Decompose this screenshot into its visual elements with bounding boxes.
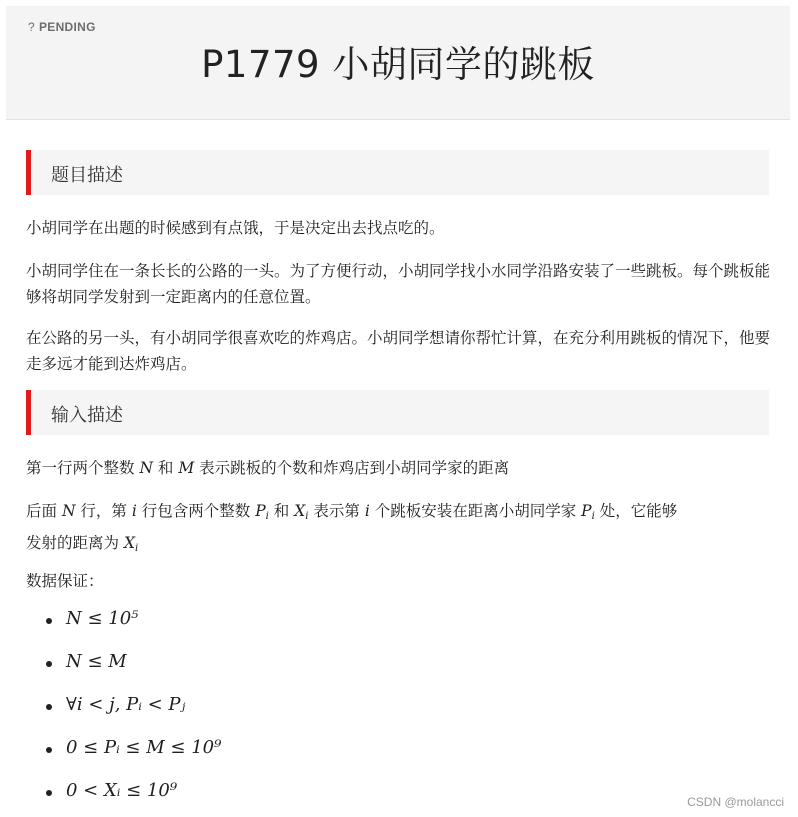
constraint-item: N ≤ M xyxy=(46,651,446,677)
problem-header xyxy=(6,6,790,120)
constraint-item: ∀i < j, Pᵢ < Pⱼ xyxy=(46,694,446,720)
page-title: P1779 小胡同学的跳板 xyxy=(201,43,595,86)
description-paragraph: 小胡同学住在一条长长的公路的一头。为了方便行动，小胡同学找小水同学沿路安装了一些跳板。每个跳板能够将胡同学发射到一定距离内的任意位置。 xyxy=(26,262,771,306)
constraint-item: 0 < Xᵢ ≤ 10⁹ xyxy=(46,780,446,806)
watermark: CSDN @molancci xyxy=(687,795,784,809)
question-icon: ? xyxy=(28,20,35,34)
input-line-1: 第一行两个整数 N 和 M 表示跳板的个数和炸鸡店到小胡同学家的距离 xyxy=(26,459,510,477)
status-badge: ? PENDING xyxy=(28,20,96,34)
description-paragraph: 小胡同学在出题的时候感到有点饿，于是决定出去找点吃的。 xyxy=(26,219,445,237)
section-heading-input: 输入描述 xyxy=(26,390,769,435)
input-line-2: 后面 N 行，第 i 行包含两个整数 $P_i$ 和 $X_i$ 表示第 i 个跳板安装在距离小胡同学家 $P_i$ 处，它能够 发射的距离为 $X_i$ xyxy=(26,502,678,555)
constraint-item: 0 ≤ Pᵢ ≤ M ≤ 10⁹ xyxy=(46,737,446,763)
constraint-item: N ≤ 10⁵ xyxy=(46,608,446,634)
description-paragraph: 在公路的另一头，有小胡同学很喜欢吃的炸鸡店。小胡同学想请你帮忙计算，在充分利用跳板的情况下，他要走多远才能到达炸鸡店。 xyxy=(26,329,771,373)
section-heading-description: 题目描述 xyxy=(26,150,769,195)
guarantee-label: 数据保证： xyxy=(26,572,104,590)
